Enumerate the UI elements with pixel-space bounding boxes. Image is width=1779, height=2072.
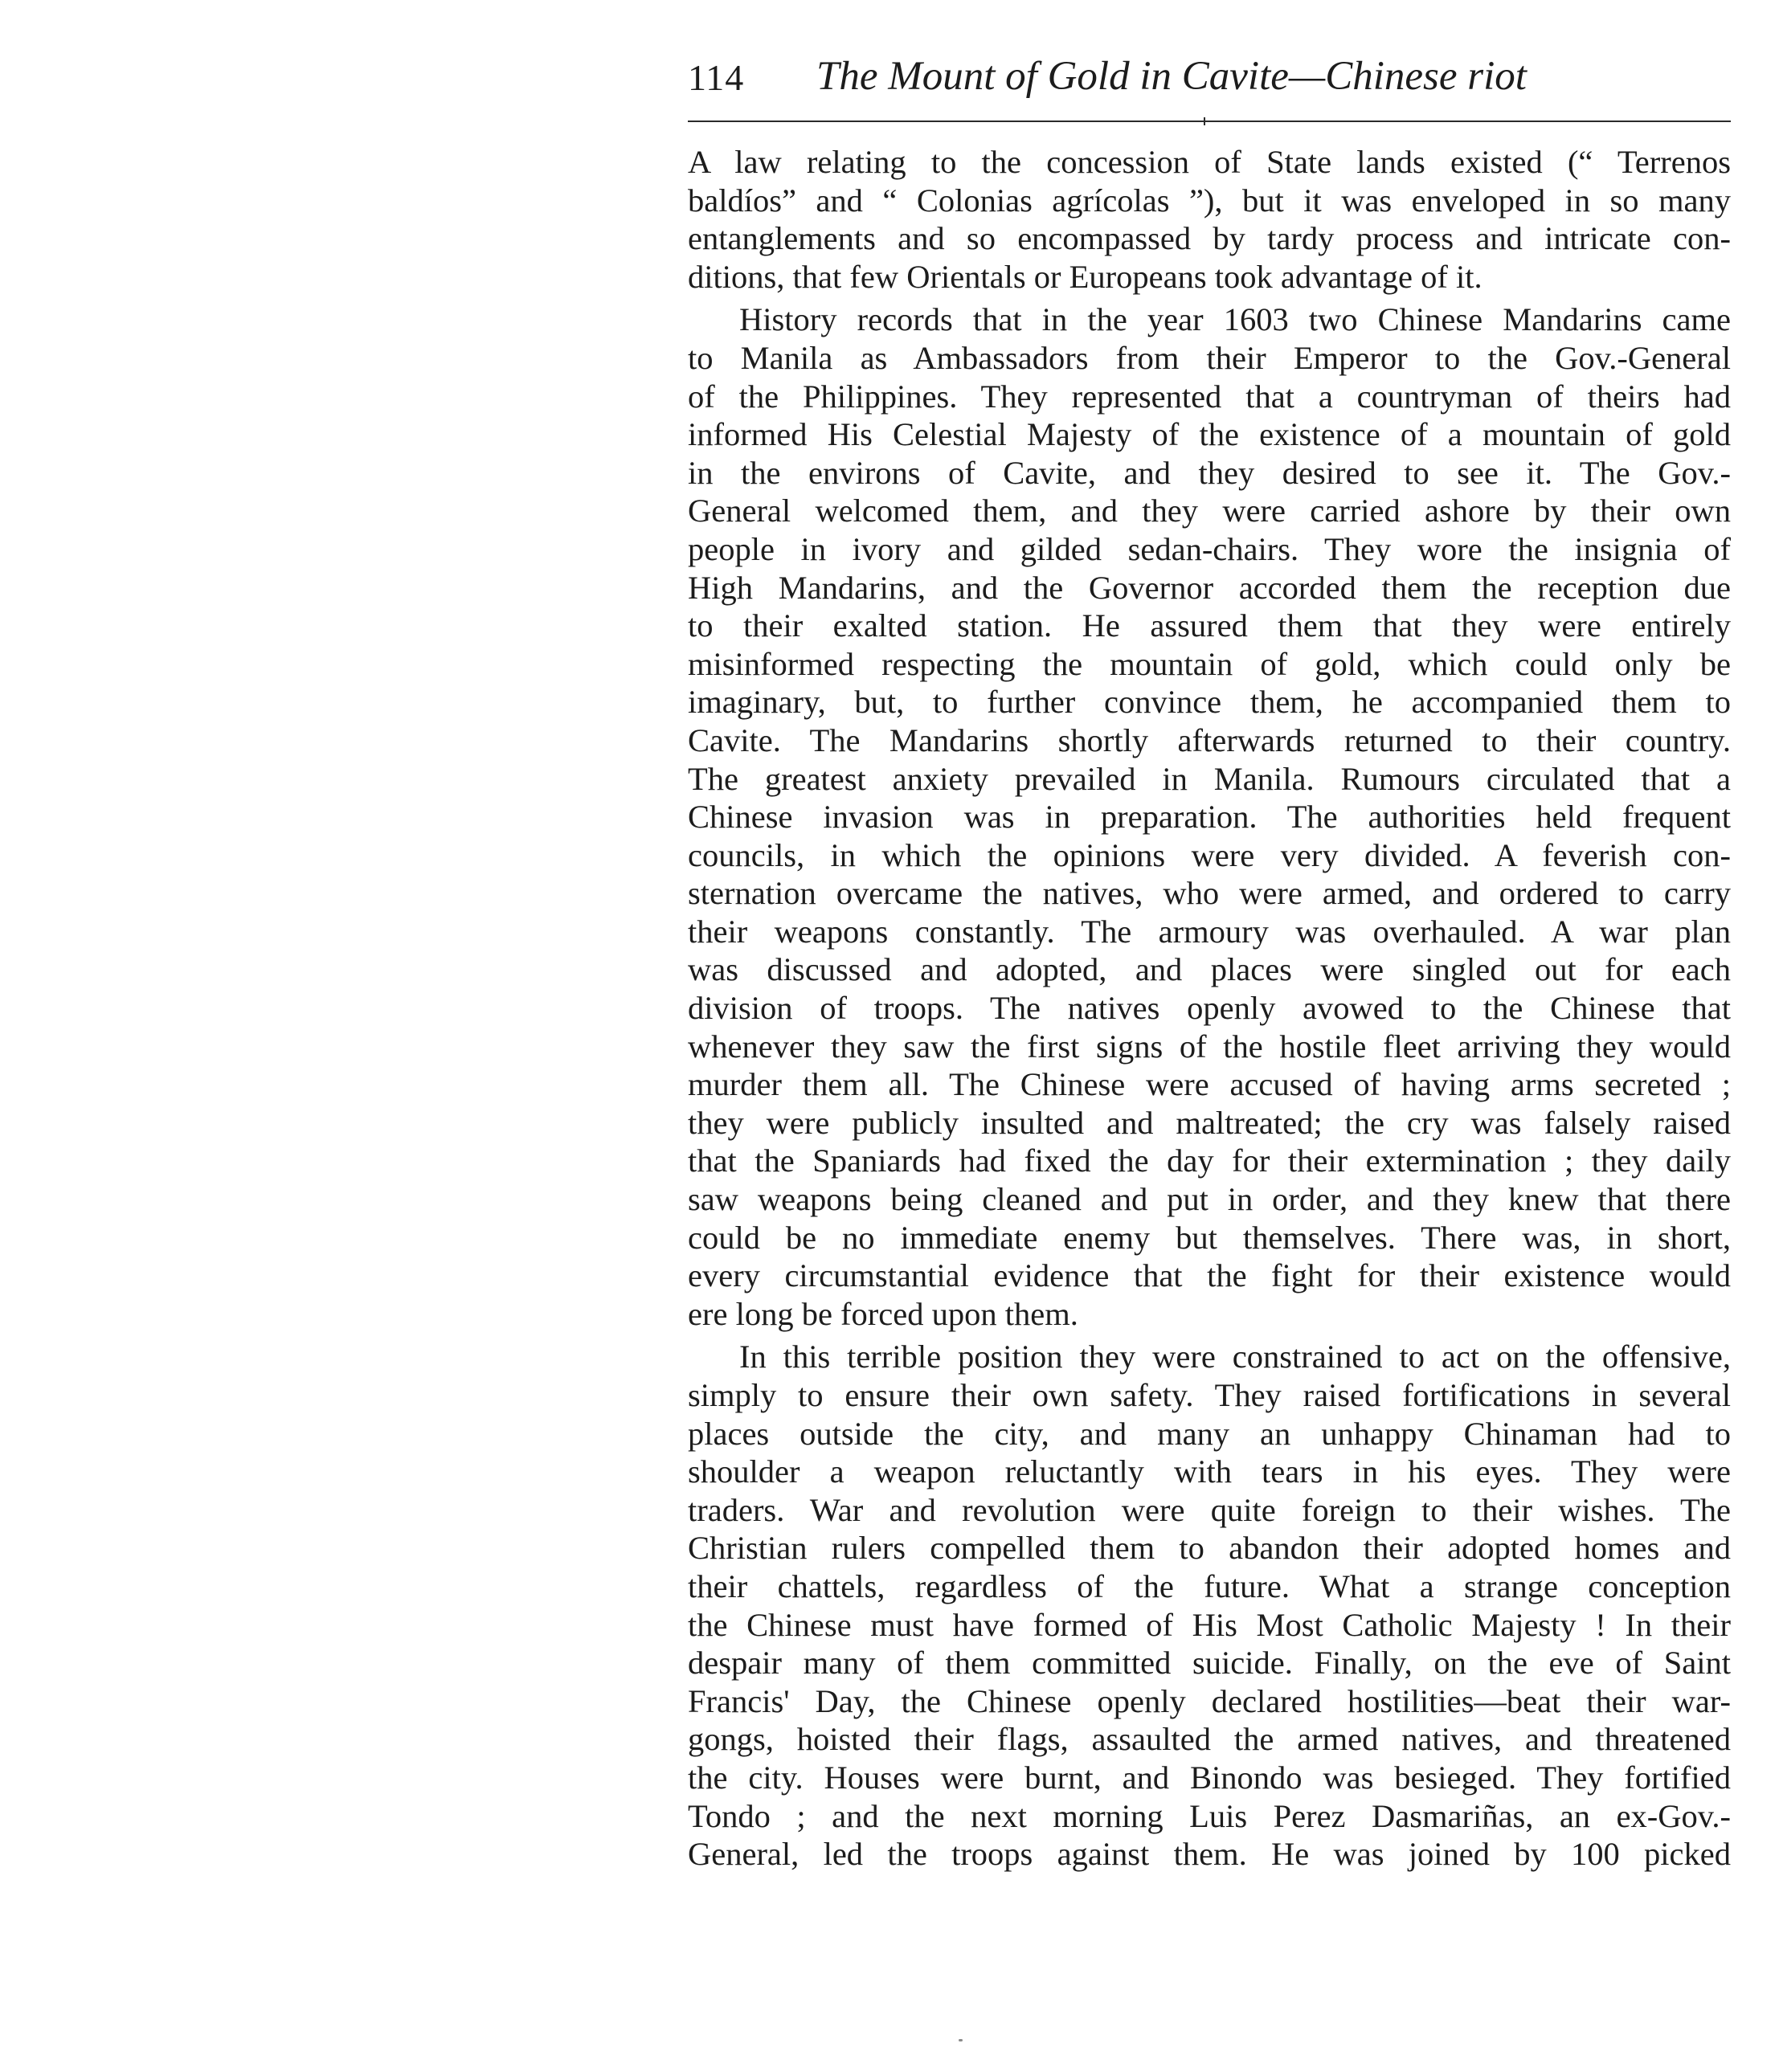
text-line: gongs, hoisted their flags, assaulted the armed natives, and threatened [688,1721,1731,1758]
body-text [688,143,1731,1874]
text-line: councils, in which the opinions were very divided. A feverish con- [688,836,1731,873]
paragraph-3 [688,1338,1731,1873]
text-line: entanglements and so encompassed by tardy process and intricate con- [688,220,1731,257]
text-line: to their exalted station. He assured them that they were entirely [688,607,1731,644]
text-line: in the environs of Cavite, and they desired to see it. The Gov.- [688,454,1731,491]
text-line: Francis' Day, the Chinese openly declared hostilities—beat their war- [688,1682,1731,1719]
text-line: places outside the city, and many an unhappy Chinaman had to [688,1415,1731,1452]
text-line: The greatest anxiety prevailed in Manila. Rumours circulated that a [688,760,1731,797]
text-line: murder them all. The Chinese were accused of having arms secreted ; [688,1066,1731,1103]
text-line: sternation overcame the natives, who were armed, and ordered to carry [688,875,1731,912]
text-line: traders. War and revolution were quite foreign to their wishes. The [688,1491,1731,1528]
text-line: saw weapons being cleaned and put in order, and they knew that there [688,1181,1731,1218]
text-line: people in ivory and gilded sedan-chairs. They wore the insignia of [688,530,1731,567]
text-line: every circumstantial evidence that the fight for their existence would [688,1257,1731,1294]
running-header [688,50,1731,114]
text-line: that the Spaniards had fixed the day for their extermination ; they daily [688,1142,1731,1179]
text-line: was discussed and adopted, and places were singled out for each [688,951,1731,988]
text-line: Christian rulers compelled them to abandon their adopted homes and [688,1530,1731,1567]
paragraph-1 [688,143,1731,296]
text-line: ditions, that few Orientals or Europeans took advantage of it. [688,258,1482,295]
text-line: of the Philippines. They represented that a countryman of theirs had [688,378,1731,415]
text-line: informed His Celestial Majesty of the existence of a mountain of gold [688,416,1731,453]
text-line: whenever they saw the first signs of the hostile fleet arriving they would [688,1028,1731,1065]
paragraph-2 [688,300,1731,1333]
text-line: A law relating to the concession of State lands existed (“ Terrenos [688,144,1731,180]
text-line: Chinese invasion was in preparation. The authorities held frequent [688,799,1731,836]
header-rule-mark [1204,117,1205,125]
text-line: imaginary, but, to further convince them, he accompanied them to [688,684,1731,721]
page-number: 114 [688,57,745,98]
text-line: Tondo ; and the next morning Luis Perez Dasmariñas, an ex-Gov.- [688,1797,1731,1834]
text-line: division of troops. The natives openly avowed to the Chinese that [688,990,1731,1027]
text-line: to Manila as Ambassadors from their Emperor to the Gov.-General [688,339,1731,376]
text-line: ere long be forced upon them. [688,1295,1078,1332]
text-line: General, led the troops against them. He was joined by 100 picked [688,1836,1731,1873]
text-line: In this terrible position they were constrained to act on the offensive, [739,1338,1731,1375]
text-line: their chattels, regardless of the future. What a strange conception [688,1567,1731,1604]
text-line: simply to ensure their own safety. They raised fortifications in several [688,1377,1731,1413]
text-line: History records that in the year 1603 two Chinese Mandarins came [739,301,1731,338]
text-line: General welcomed them, and they were carried ashore by their own [688,492,1731,529]
text-line: misinformed respecting the mountain of gold, which could only be [688,645,1731,682]
text-line: their weapons constantly. The armoury was overhauled. A war plan [688,913,1731,950]
text-line: the Chinese must have formed of His Most Catholic Majesty ! In their [688,1606,1731,1643]
text-line: baldíos” and “ Colonias agrícolas ”), but it was enveloped in so many [688,182,1731,219]
text-line: they were publicly insulted and maltreated; the cry was falsely raised [688,1104,1731,1141]
text-line: Cavite. The Mandarins shortly afterwards returned to their country. [688,721,1731,758]
text-line: shoulder a weapon reluctantly with tears in his eyes. They were [688,1453,1731,1490]
text-line: despair many of them committed suicide. Finally, on the eve of Saint [688,1645,1731,1682]
scan-speck [959,2039,963,2041]
text-line: High Mandarins, and the Governor accorded them the reception due [688,569,1731,606]
header-rule [688,121,1731,122]
text-line: the city. Houses were burnt, and Binondo was besieged. They fortified [688,1759,1731,1796]
text-line: could be no immediate enemy but themselves. There was, in short, [688,1219,1731,1256]
running-title: The Mount of Gold in Cavite—Chinese riot [816,54,1527,99]
